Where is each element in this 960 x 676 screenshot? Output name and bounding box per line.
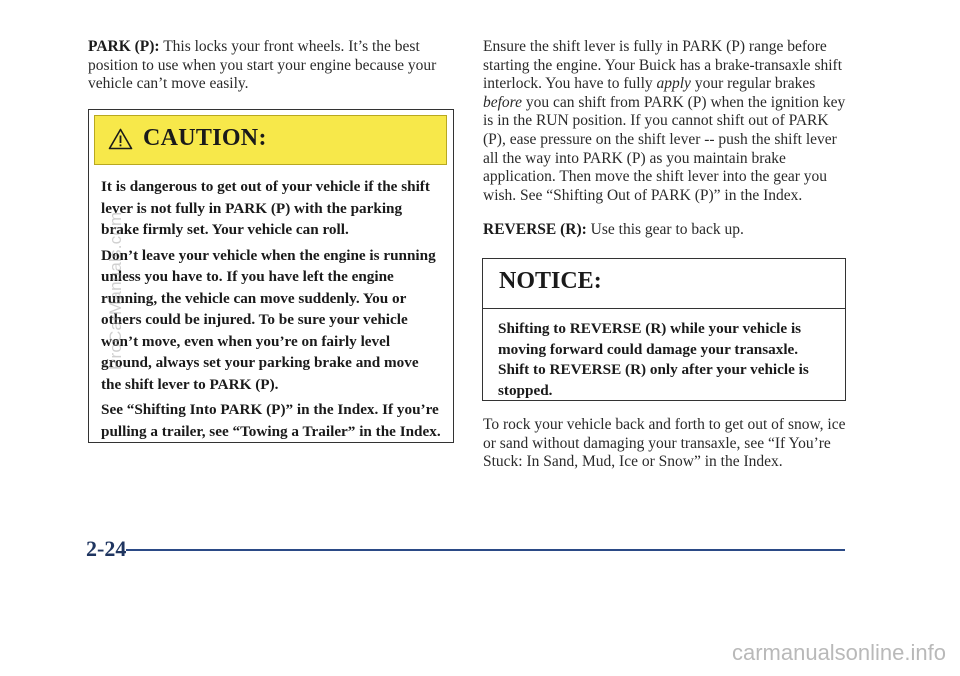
park-paragraph	[88, 38, 460, 94]
notice-title: NOTICE:	[499, 268, 602, 294]
right-column	[483, 38, 855, 240]
park-text: This locks your front wheels. It’s the best position to use when you start your engine because your vehicle can’t move easily.	[88, 38, 437, 93]
page-number: 2-24	[86, 536, 127, 561]
shift-interlock-paragraph	[483, 38, 855, 205]
warning-triangle-icon	[108, 128, 133, 150]
shift-text-part-3: you can shift from PARK (P) when the ignition key is in the RUN position. If you cannot shift out of PARK (P), ease pressure on the shift lever -- push the shift lever all the way into PARK (P) as you maintain brake application. Then move the shift lever into the gear you wish. See “Shifting Out of PARK (P)” in the Index.	[483, 93, 846, 204]
caution-box	[88, 109, 454, 443]
reverse-paragraph	[483, 221, 855, 240]
shift-emphasis-apply: apply	[656, 75, 691, 93]
shift-text-part-1: Ensure the shift lever is fully in PARK (P) range before starting the engine. Your Buick has a brake-transaxle shift interlock. You have to fully	[483, 38, 842, 93]
notice-body	[498, 319, 833, 401]
watermark-vertical: ProCarManuals.com	[106, 211, 125, 370]
caution-body	[101, 176, 441, 446]
notice-box	[482, 258, 846, 401]
watermark-bottom-link[interactable]: carmanualsonline.info	[731, 640, 946, 665]
reverse-text: Use this gear to back up.	[586, 221, 744, 239]
caution-paragraph-3: See “Shifting Into PARK (P)” in the Index. If you’re pulling a trailer, see “Towing a Trailer” in the Index.	[101, 401, 441, 440]
notice-header	[483, 259, 845, 309]
shift-text-part-2: your regular brakes	[690, 75, 816, 93]
caution-paragraph-1: It is dangerous to get out of your vehicle if the shift lever is not fully in PARK (P) with the parking brake firmly set. Your vehicle can roll.	[101, 178, 430, 238]
reverse-heading: REVERSE (R):	[483, 221, 587, 239]
caution-title: CAUTION:	[143, 125, 267, 151]
park-heading: PARK (P):	[88, 38, 160, 55]
shift-emphasis-before: before	[483, 93, 523, 111]
caution-paragraph-2: Don’t leave your vehicle when the engine is running unless you have to. If you have left the engine running, the vehicle can move suddenly. You or others could be injured. To be sure your vehicle won’t move, even when you’re on fairly level ground, always set your parking brake and move the shift lever to PARK (P).	[101, 246, 436, 393]
left-column	[88, 38, 460, 94]
footer-rule	[126, 549, 845, 551]
caution-header	[94, 115, 447, 165]
notice-text: Shifting to REVERSE (R) while your vehicle is moving forward could damage your transaxle. Shift to REVERSE (R) only after your vehicle is stopped.	[498, 320, 809, 399]
rock-vehicle-paragraph: To rock your vehicle back and forth to get out of snow, ice or sand without damaging your transaxle, see “If You’re Stuck: In Sand, Mud, Ice or Snow” in the Index.	[483, 416, 846, 471]
